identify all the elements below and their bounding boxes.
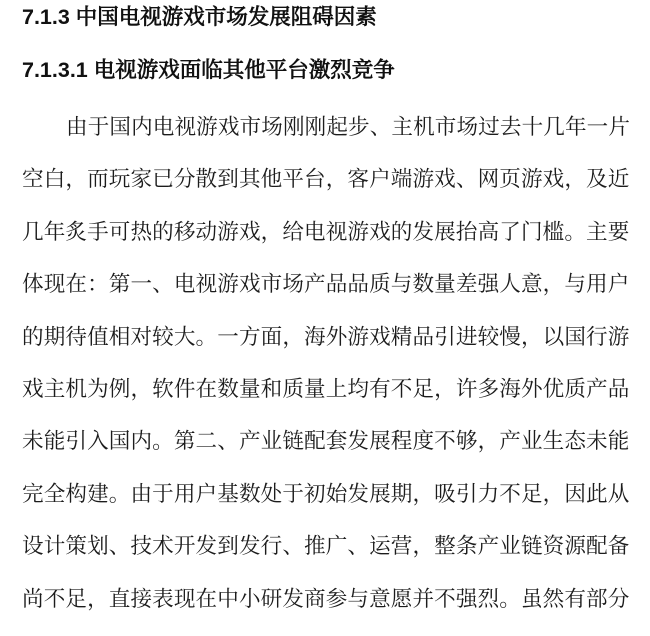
paragraph-line: 完全构建。由于用户基数处于初始发展期，吸引力不足，因此从 [22, 480, 630, 506]
paragraph-line: 体现在：第一、电视游戏市场产品品质与数量差强人意，与用户 [22, 271, 630, 297]
paragraph-line: 空白，而玩家已分散到其他平台，客户端游戏、网页游戏，及近 [22, 166, 630, 192]
paragraph-line: 未能引入国内。第二、产业链配套发展程度不够，产业生态未能 [22, 428, 630, 454]
paragraph-line: 戏主机为例，软件在数量和质量上均有不足，许多海外优质产品 [22, 375, 630, 401]
body-paragraph [22, 114, 632, 636]
section-heading: 7.1.3 中国电视游戏市场发展阻碍因素 [22, 5, 377, 29]
paragraph-line: 的期待值相对较大。一方面，海外游戏精品引进较慢，以国行游 [22, 323, 630, 349]
paragraph-line: 几年炙手可热的移动游戏，给电视游戏的发展抬高了门槛。主要 [22, 218, 630, 244]
paragraph-line: 由于国内电视游戏市场刚刚起步、主机市场过去十几年一片 [66, 114, 631, 139]
subsection-heading: 7.1.3.1 电视游戏面临其他平台激烈竞争 [22, 58, 395, 82]
paragraph-line: 设计策划、技术开发到发行、推广、运营，整条产业链资源配备 [22, 533, 630, 559]
paragraph-line: 尚不足，直接表现在中小研发商参与意愿并不强烈。虽然有部分 [22, 585, 630, 611]
